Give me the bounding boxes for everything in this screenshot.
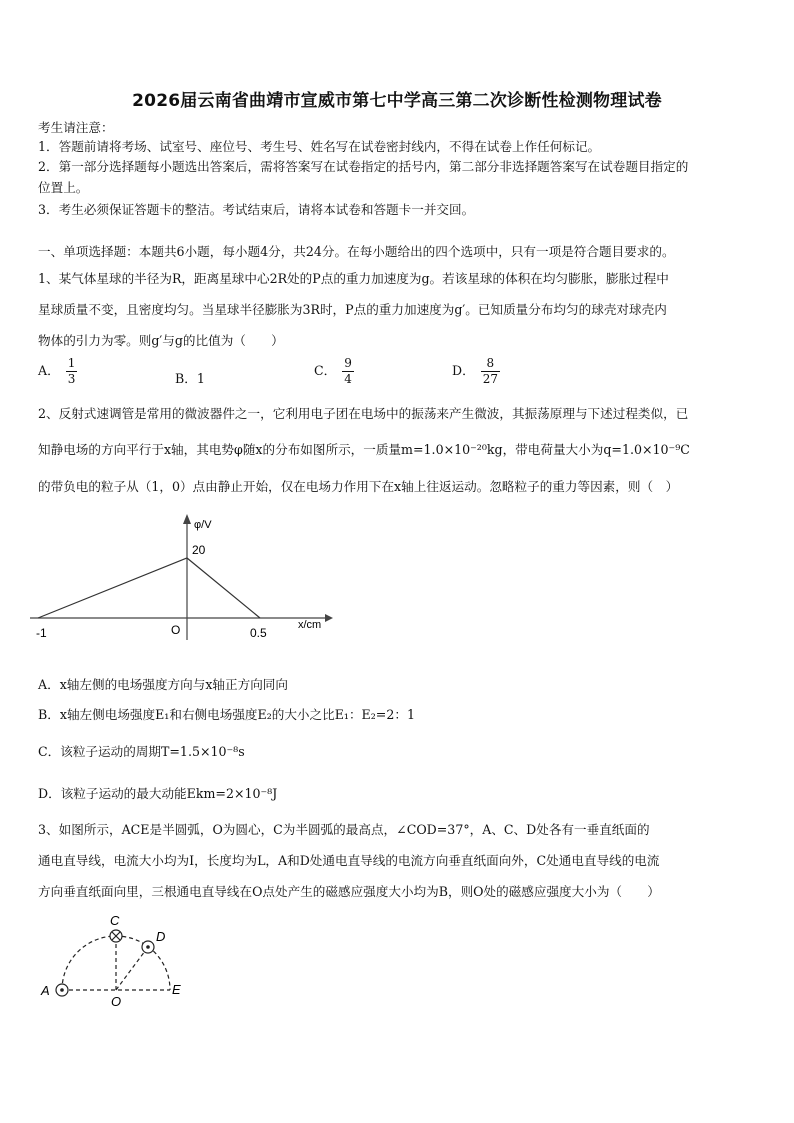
semicircle-figure — [36, 910, 196, 1010]
x-tick-label: 0.5 — [250, 626, 267, 640]
wire-c-in-icon — [110, 930, 122, 942]
q1-option-d[interactable] — [452, 356, 500, 387]
option-label: A． — [38, 363, 60, 378]
point-e-label: E — [172, 982, 181, 997]
question-3-line: 通电直导线，电流大小均为I，长度均为L，A和D处通电直导线的电流方向垂直纸面向外，C处通电直导线的电流 — [38, 853, 660, 868]
notice-item: 2．第一部分选择题每小题选出答案后，需将答案写在试卷指定的括号内，第二部分非选择题答案写在试卷题目指定的 — [38, 159, 689, 174]
question-2-line: 知静电场的方向平行于x轴，其电势φ随x的分布如图所示，一质量m=1.0×10⁻²⁰kg，带电荷量大小为q=1.0×10⁻⁹C — [38, 442, 690, 457]
od-line — [116, 947, 148, 990]
wire-a-out-icon — [56, 984, 68, 996]
potential-graph — [30, 510, 340, 642]
wire-d-out-icon — [142, 941, 154, 953]
origin-label: O — [171, 623, 181, 637]
point-d-label: D — [156, 929, 166, 944]
fraction-numerator: 1 — [67, 356, 76, 370]
question-3-line: 3、如图所示，ACE是半圆弧，O为圆心，C为半圆弧的最高点，∠COD=37°，A、C、D处各有一垂直纸面的 — [38, 822, 650, 837]
q1-option-a[interactable] — [38, 356, 77, 387]
point-o-label: O — [111, 994, 122, 1009]
fraction — [66, 356, 78, 387]
fraction-numerator: 8 — [481, 356, 500, 372]
option-label: B．1 — [175, 371, 205, 386]
q2-option-d[interactable]: D．该粒子运动的最大动能Ekm=2×10⁻⁸J — [38, 786, 278, 801]
q2-option-c[interactable]: C．该粒子运动的周期T=1.5×10⁻⁸s — [38, 744, 245, 759]
q2-option-a[interactable]: A．x轴左侧的电场强度方向与x轴正方向同向 — [38, 677, 288, 692]
y-axis-label: φ/V — [194, 519, 212, 531]
question-3-line: 方向垂直纸面向里，三根通电直导线在O点处产生的磁感应强度大小均为B，则O处的磁感应强度大小为（ ） — [38, 884, 660, 899]
q1-option-c[interactable] — [314, 356, 354, 387]
x-axis-label: x/cm — [298, 619, 322, 631]
notice-heading: 考生请注意： — [38, 120, 114, 135]
fraction-numerator: 9 — [344, 356, 352, 370]
potential-curve — [38, 558, 260, 618]
point-a-label: A — [41, 983, 50, 998]
fraction-denominator: 27 — [482, 372, 498, 386]
question-2-line: 的带负电的粒子从（1，0）点由静止开始，仅在电场力作用下在x轴上往返运动。忽略粒子的重力等因素，则（ ） — [38, 479, 679, 494]
notice-item: 1．答题前请将考场、试室号、座位号、考生号、姓名写在试卷密封线内，不得在试卷上作任何标记。 — [38, 139, 601, 154]
fraction-denominator: 4 — [344, 372, 352, 386]
fraction — [342, 356, 354, 387]
fraction — [481, 356, 500, 387]
question-1-line: 1、某气体星球的半径为R，距离星球中心2R处的P点的重力加速度为g。若该星球的体积在均匀膨胀，膨胀过程中 — [38, 271, 669, 286]
y-axis-arrow — [183, 514, 191, 524]
notice-item: 3．考生必须保证答题卡的整洁。考试结束后，请将本试卷和答题卡一并交回。 — [38, 202, 475, 217]
section-heading: 一、单项选择题：本题共6小题，每小题4分，共24分。在每小题给出的四个选项中，只有一项是符合题目要求的。 — [38, 244, 675, 259]
peak-label: 20 — [192, 543, 206, 557]
q2-option-b[interactable]: B．x轴左侧电场强度E₁和右侧电场强度E₂的大小之比E₁：E₂=2：1 — [38, 707, 415, 722]
question-1-line: 物体的引力为零。则g′与g的比值为（ ） — [38, 333, 284, 348]
question-2-line: 2、反射式速调管是常用的微波器件之一，它利用电子团在电场中的振荡来产生微波，其振荡原理与下述过程类似，已 — [38, 406, 689, 421]
exam-title: 2026届云南省曲靖市宣威市第七中学高三第二次诊断性检测物理试卷 — [132, 91, 662, 111]
x-tick-label: -1 — [36, 626, 47, 640]
q1-option-b[interactable] — [175, 368, 205, 387]
point-c-label: C — [110, 913, 120, 928]
x-axis-arrow — [325, 614, 333, 622]
fraction-denominator: 3 — [67, 372, 76, 386]
question-1-line: 星球质量不变，且密度均匀。当星球半径膨胀为3R时，P点的重力加速度为g′。已知质量分布均匀的球壳对球壳内 — [38, 302, 667, 317]
option-label: D． — [452, 363, 475, 378]
option-label: C． — [314, 363, 337, 378]
notice-item: 位置上。 — [38, 180, 89, 195]
